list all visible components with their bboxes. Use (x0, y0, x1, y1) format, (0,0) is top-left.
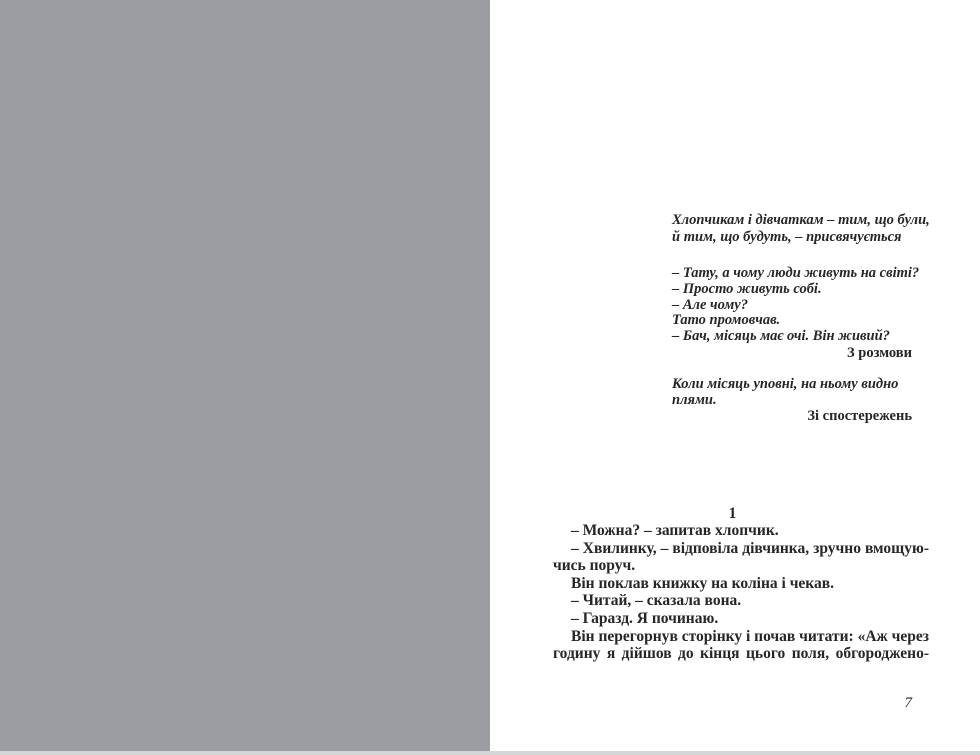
dedication (672, 212, 942, 246)
body-text-line: – Читай, – сказала вона. (571, 592, 742, 610)
body-text-line: – Хвилинку, – відповіла дівчинка, зручно вмощую- (571, 539, 929, 557)
dedication-line: й тим, що будуть, – присвячується (672, 229, 902, 245)
body-text-line: Він поклав книжку на коліна і чекав. (571, 574, 835, 592)
epigraph-line: – Бач, місяць має очі. Він живий? (672, 328, 890, 345)
epigraph-dialogue (672, 266, 942, 345)
body-text (553, 522, 929, 663)
page-number: 7 (904, 695, 912, 711)
body-text-line: Він перегорнув сторінку і почав читати: «Аж через (571, 627, 929, 645)
body-text-line: годину я дійшов до кінця цього поля, обгороджено- (553, 645, 929, 663)
epigraph-line: Коли місяць уповні, на ньому видно (672, 376, 899, 392)
dedication-line: Хлопчикам і дівчаткам – тим, що були, (672, 212, 930, 228)
epigraph-line: – Просто живуть собі. (672, 280, 822, 297)
epigraph-line: – Тату, а чому люди живуть на світі? (672, 265, 920, 281)
bottom-edge-bar (0, 751, 980, 755)
epigraph-dialogue-attribution: З розмови (847, 345, 912, 361)
epigraph-observation-attribution: Зі спостережень (807, 408, 912, 424)
epigraph-line: Тато промовчав. (672, 312, 781, 329)
body-text-line: – Можна? – запитав хлопчик. (571, 522, 779, 539)
body-text-line: – Гаразд. Я починаю. (571, 609, 719, 627)
chapter-number: 1 (728, 505, 737, 522)
body-text-line: чись поруч. (553, 557, 636, 575)
viewer-background (0, 0, 490, 751)
epigraph-observation (672, 376, 942, 408)
epigraph-line: плями. (672, 392, 717, 408)
epigraph-line: – Але чому? (672, 296, 748, 313)
